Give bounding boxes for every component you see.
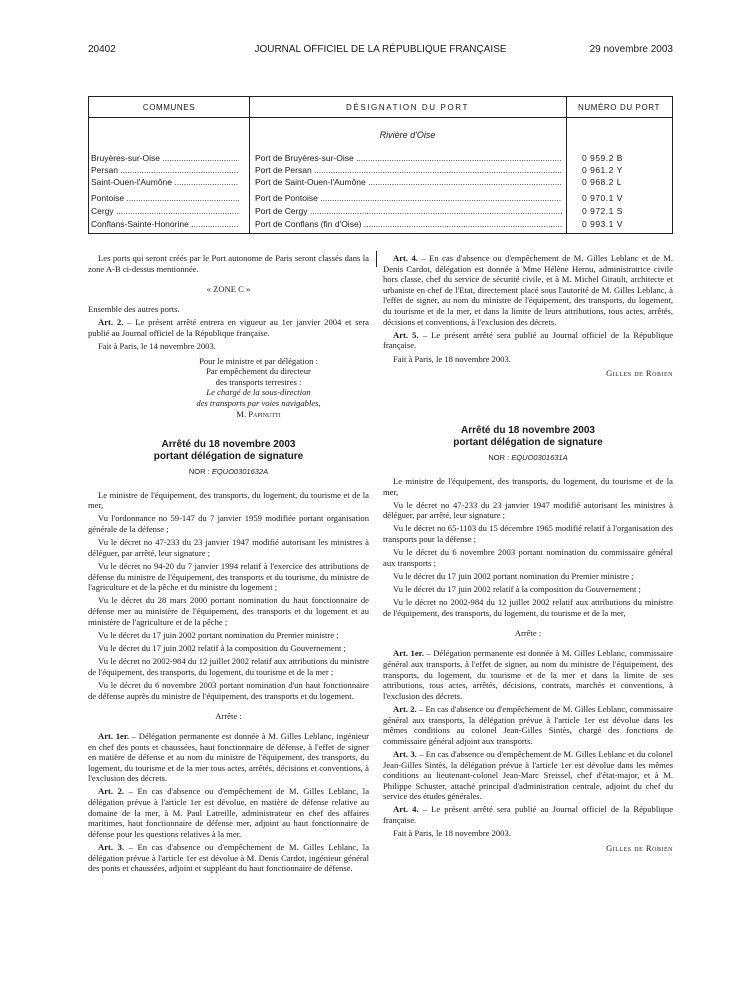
port-number-cell: 0 961.2 Y (582, 165, 623, 175)
article-text: – Le présent arrêté entrera en vigueur au 1er janvier 2004 et sera publié au Journal officiel de la République française. (88, 317, 370, 338)
zone-heading: « ZONE C » (206, 283, 251, 294)
arrete-heading: Arrête : (215, 710, 242, 721)
article-label: Art. 3. (98, 842, 125, 853)
table-row (89, 177, 672, 189)
port-cell: Port de Pontoise ..... (255, 193, 562, 203)
vu-paragraph: Vu le décret no 94-20 du 7 janvier 1994 relatif à l'exercice des attributions de défense du ministre de l'équipement, des transports et du tourisme, du ministre de l'agriculture et de la pêche et du ministre du logement ; (88, 561, 369, 593)
article-label: Art. 1er. (393, 648, 424, 659)
nor-reference: NOR : EQUO0301631A (488, 453, 568, 463)
article-text: – En cas d'absence ou d'empêchement de M. Gilles Leblanc, commissaire général aux transports, la délégation prévue à l'article 1er est dévolue dans les mêmes conditions au colonel Jean-Gilles Sintès, chargé des fonctions de commissaire général adjoint aux transports. (383, 703, 673, 746)
port-number-cell: 0 968.2 L (582, 177, 622, 187)
article-paragraph (383, 804, 673, 825)
vu-paragraph: Vu le décret no 2002-984 du 12 juillet 2002 relatif aux attributions du ministre de l'équipement, des transports, du logement, du tourisme et de la mer ; (88, 656, 369, 677)
fait-line: Fait à Paris, le 14 novembre 2003. (98, 340, 216, 351)
vu-paragraph: Vu le décret du 17 juin 2002 relatif à la composition du Gouvernement ; (98, 642, 346, 653)
fait-line: Fait à Paris, le 18 novembre 2003. (393, 353, 511, 364)
header-numero: NUMÉRO DU PORT (577, 103, 661, 112)
article-paragraph (383, 330, 673, 351)
commune-cell: Cergy ..... (91, 206, 239, 216)
nor-reference: NOR : EQUO0301632A (188, 467, 269, 477)
decree-title: Arrêté du 18 novembre 2003 (461, 425, 595, 437)
article-label: Art. 4. (393, 253, 418, 263)
decree-subtitle: portant délégation de signature (153, 451, 304, 463)
table-row (89, 219, 672, 231)
decree-subtitle: portant délégation de signature (453, 437, 603, 449)
vu-paragraph: Vu le décret du 6 novembre 2003 portant nomination du commissaire général aux transports ; (383, 547, 673, 568)
commune-cell: Bruyères-sur-Oise ..... (91, 153, 239, 163)
vu-paragraph: Vu le décret no 2002-984 du 12 juillet 2002 relatif aux attributions du ministre de l'équipement, des transports, du logement, du tourisme et de la mer, (383, 597, 673, 618)
article-paragraph (88, 731, 369, 784)
header-communes: COMMUNES (142, 103, 196, 112)
commune-cell: Persan ..... (91, 165, 239, 175)
minister-paragraph: Le ministre de l'équipement, des transports, du logement, du tourisme et de la mer, (383, 475, 673, 497)
signatory-name: Gilles de Robien (606, 368, 673, 379)
signature-line: Pour le ministre et par délégation : (199, 355, 318, 366)
page-number: 20402 (88, 44, 116, 55)
signature-line: des transports par voies navigables, (196, 397, 321, 408)
commune-cell: Saint-Ouen-l'Aumône ..... (91, 177, 239, 187)
vu-paragraph: Vu le décret no 47-233 du 23 janvier 1947 modifié autorisant les ministres à déléguer, par arrêté, leur signature ; (88, 537, 369, 558)
commune-cell: Conflans-Sainte-Honorine ..... (91, 219, 239, 229)
table-row (89, 193, 672, 205)
port-cell: Port de Conflans (fin d'Oise) ..... (255, 219, 562, 229)
article-label: Art. 4. (393, 804, 419, 815)
signature-block (148, 356, 369, 420)
page-header (88, 44, 673, 60)
article-text: – Délégation permanente est donnée à M. Gilles Leblanc, ingénieur en chef des ponts et chaussées, haut fonctionnaire de défense, à l'effet de signer en matière de défense et au nom du ministre de l'équipement, des transports, du logement, du tourisme et de la mer tous actes, arrêtés, décisions et conventions, à l'exclusion des décrets. (88, 730, 369, 784)
commune-cell: Pontoise ..... (91, 193, 239, 203)
table-row (89, 165, 672, 177)
port-cell: Port de Saint-Ouen-l'Aumône ..... (255, 177, 562, 187)
port-number-cell: 0 993.1 V (582, 219, 623, 229)
publication-date: 29 novembre 2003 (589, 44, 673, 55)
article-label: Art. 3. (393, 748, 417, 759)
vu-paragraph: Vu le décret no 65-1103 du 15 décembre 1965 modifié relatif à l'organisation des transports pour la défense ; (383, 523, 673, 545)
minister-paragraph: Le ministre de l'équipement, des transports, du logement, du tourisme et de la mer, (88, 489, 369, 511)
article-paragraph (88, 842, 369, 874)
article-paragraph (383, 749, 673, 802)
left-column (88, 253, 369, 876)
signature-line: Par empêchement du directeur (206, 366, 311, 377)
vu-paragraph: Vu le décret du 17 juin 2002 portant nomination du Premier ministre ; (393, 571, 634, 582)
port-number-cell: 0 972.1 S (582, 206, 623, 216)
journal-title: JOURNAL OFFICIEL DE LA RÉPUBLIQUE FRANÇAISE (254, 44, 507, 55)
ensemble-paragraph: Ensemble des autres ports. (88, 303, 180, 314)
article-text: – En cas d'absence ou d'empêchement de M. Gilles Leblanc, la délégation prévue à l'article 1er est dévolue à M. Denis Cardot, ingénieur général des ponts et chaussées, adjoint et suppléant du haut fonctionnaire de défense. (88, 842, 370, 874)
port-number-cell: 0 970.1 V (582, 193, 623, 203)
fait-line: Fait à Paris, le 18 novembre 2003. (393, 828, 511, 839)
article-label: Art. 2. (393, 703, 417, 714)
article-text: – Le présent arrêté sera publié au Journal officiel de la République française. (383, 804, 674, 826)
arrete-heading: Arrête : (514, 628, 542, 639)
article-paragraph (383, 704, 673, 746)
article-paragraph (88, 786, 369, 839)
table-row (89, 153, 672, 165)
header-divider (89, 117, 672, 118)
article-paragraph (383, 253, 673, 327)
signature-line: Le chargé de la sous-direction (206, 387, 311, 398)
table-row (89, 206, 672, 218)
port-number-cell: 0 959.2 B (582, 153, 623, 163)
decree-title: Arrêté du 18 novembre 2003 (161, 439, 296, 451)
article-text: – Délégation permanente est donnée à M. Gilles Leblanc, commissaire général aux transports, à l'effet de signer, au nom du ministre de l'équipement, des transports, du logement, du tourisme et de la mer et dans la limite de ses attributions, tous actes, arrêtés, décisions, contrats, marchés et conventions, à l'exclusion des décrets. (383, 648, 673, 701)
article-label: Art. 2. (98, 786, 125, 797)
article-paragraph (88, 317, 369, 338)
vu-paragraph: Vu le décret du 17 juin 2002 relatif à la composition du Gouvernement ; (393, 584, 641, 595)
signatory-name: M. Papinutti (236, 408, 281, 419)
article-text: – En cas d'absence ou d'empêchement de M. Gilles Leblanc et du colonel Jean-Gilles Sintès, la délégation prévue à l'article 1er est dévolue dans les mêmes conditions au lieutenant-colonel Jean-Marc Sreissel, chef d'état-major, et à M. Philippe Schuster, attaché principal d'administration centrale, adjoint du chef du service des études générales. (383, 748, 674, 802)
vu-paragraph: Vu le décret du 17 juin 2002 portant nomination du Premier ministre ; (98, 629, 339, 640)
right-column (383, 253, 673, 856)
port-cell: Port de Persan ..... (255, 165, 562, 175)
column-rule (376, 251, 377, 267)
vu-paragraph: Vu le décret du 6 novembre 2003 portant nomination d'un haut fonctionnaire de défense auprès du ministre de l'équipement, des transports et du logement. (88, 679, 369, 701)
article-label: Art. 1er. (98, 730, 130, 741)
vu-paragraph: Vu l'ordonnance no 59-147 du 7 janvier 1959 modifiée portant organisation générale de la défense ; (88, 513, 369, 535)
article-text: – Le présent arrêté sera publié au Journal officiel de la République française. (383, 329, 674, 351)
signature-line: des transports terrestres : (215, 376, 302, 387)
article-paragraph (383, 648, 673, 701)
header-designation: DÉSIGNATION DU PORT (345, 103, 469, 112)
article-text: – En cas d'absence ou d'empêchement de M. Gilles Leblanc et de M. Denis Cardot, délégation est donnée à Mme Hélène Hernu, administratrice civile hors classe, chef du service de sécurité civile, et à M. Michel Girault, architecte et urbaniste en chef de l'Etat, directement placé sous l'autorité de M. Gilles Leblanc, à l'effet de signer, au nom du ministre de l'équipement, des transports, du logement, du tourisme et de la mer, et dans la limite de leurs attributions, tous actes, arrêtés, décisions et conventions, à l'exclusion des décrets. (383, 253, 674, 327)
port-cell: Port de Bruyères-sur-Oise ..... (255, 153, 562, 163)
vu-paragraph: Vu le décret no 47-233 du 23 janvier 1947 modifié autorisant les ministres à déléguer, par arrêté, leur signature ; (383, 499, 673, 521)
vu-paragraph: Vu le décret du 28 mars 2000 portant nomination du haut fonctionnaire de défense mer au ministère de l'équipement, des transports et du logement et au ministère de l'agriculture et de la pêche ; (88, 595, 369, 627)
intro-paragraph: Les ports qui seront créés par le Port autonome de Paris seront classés dans la zone A-B ci-dessus mentionnée. (88, 253, 369, 274)
ports-table (88, 96, 673, 234)
article-label: Art. 5. (393, 329, 419, 340)
article-text: – En cas d'absence ou d'empêchement de M. Gilles Leblanc, la délégation prévue à l'article 1er est dévolue, en matière de défense relative au domaine de la mer, à M. Paul Latreille, administrateur en chef des affaires maritimes, haut fonctionnaire de défense mer, adjoint au haut fonctionnaire de défense pour les questions relatives à la mer. (88, 786, 370, 839)
port-cell: Port de Cergy ..... (255, 206, 562, 216)
signatory-name: Gilles de Robien (606, 842, 673, 853)
article-label: Art. 2. (98, 317, 124, 328)
river-section-label: Rivière d'Oise (379, 130, 436, 140)
